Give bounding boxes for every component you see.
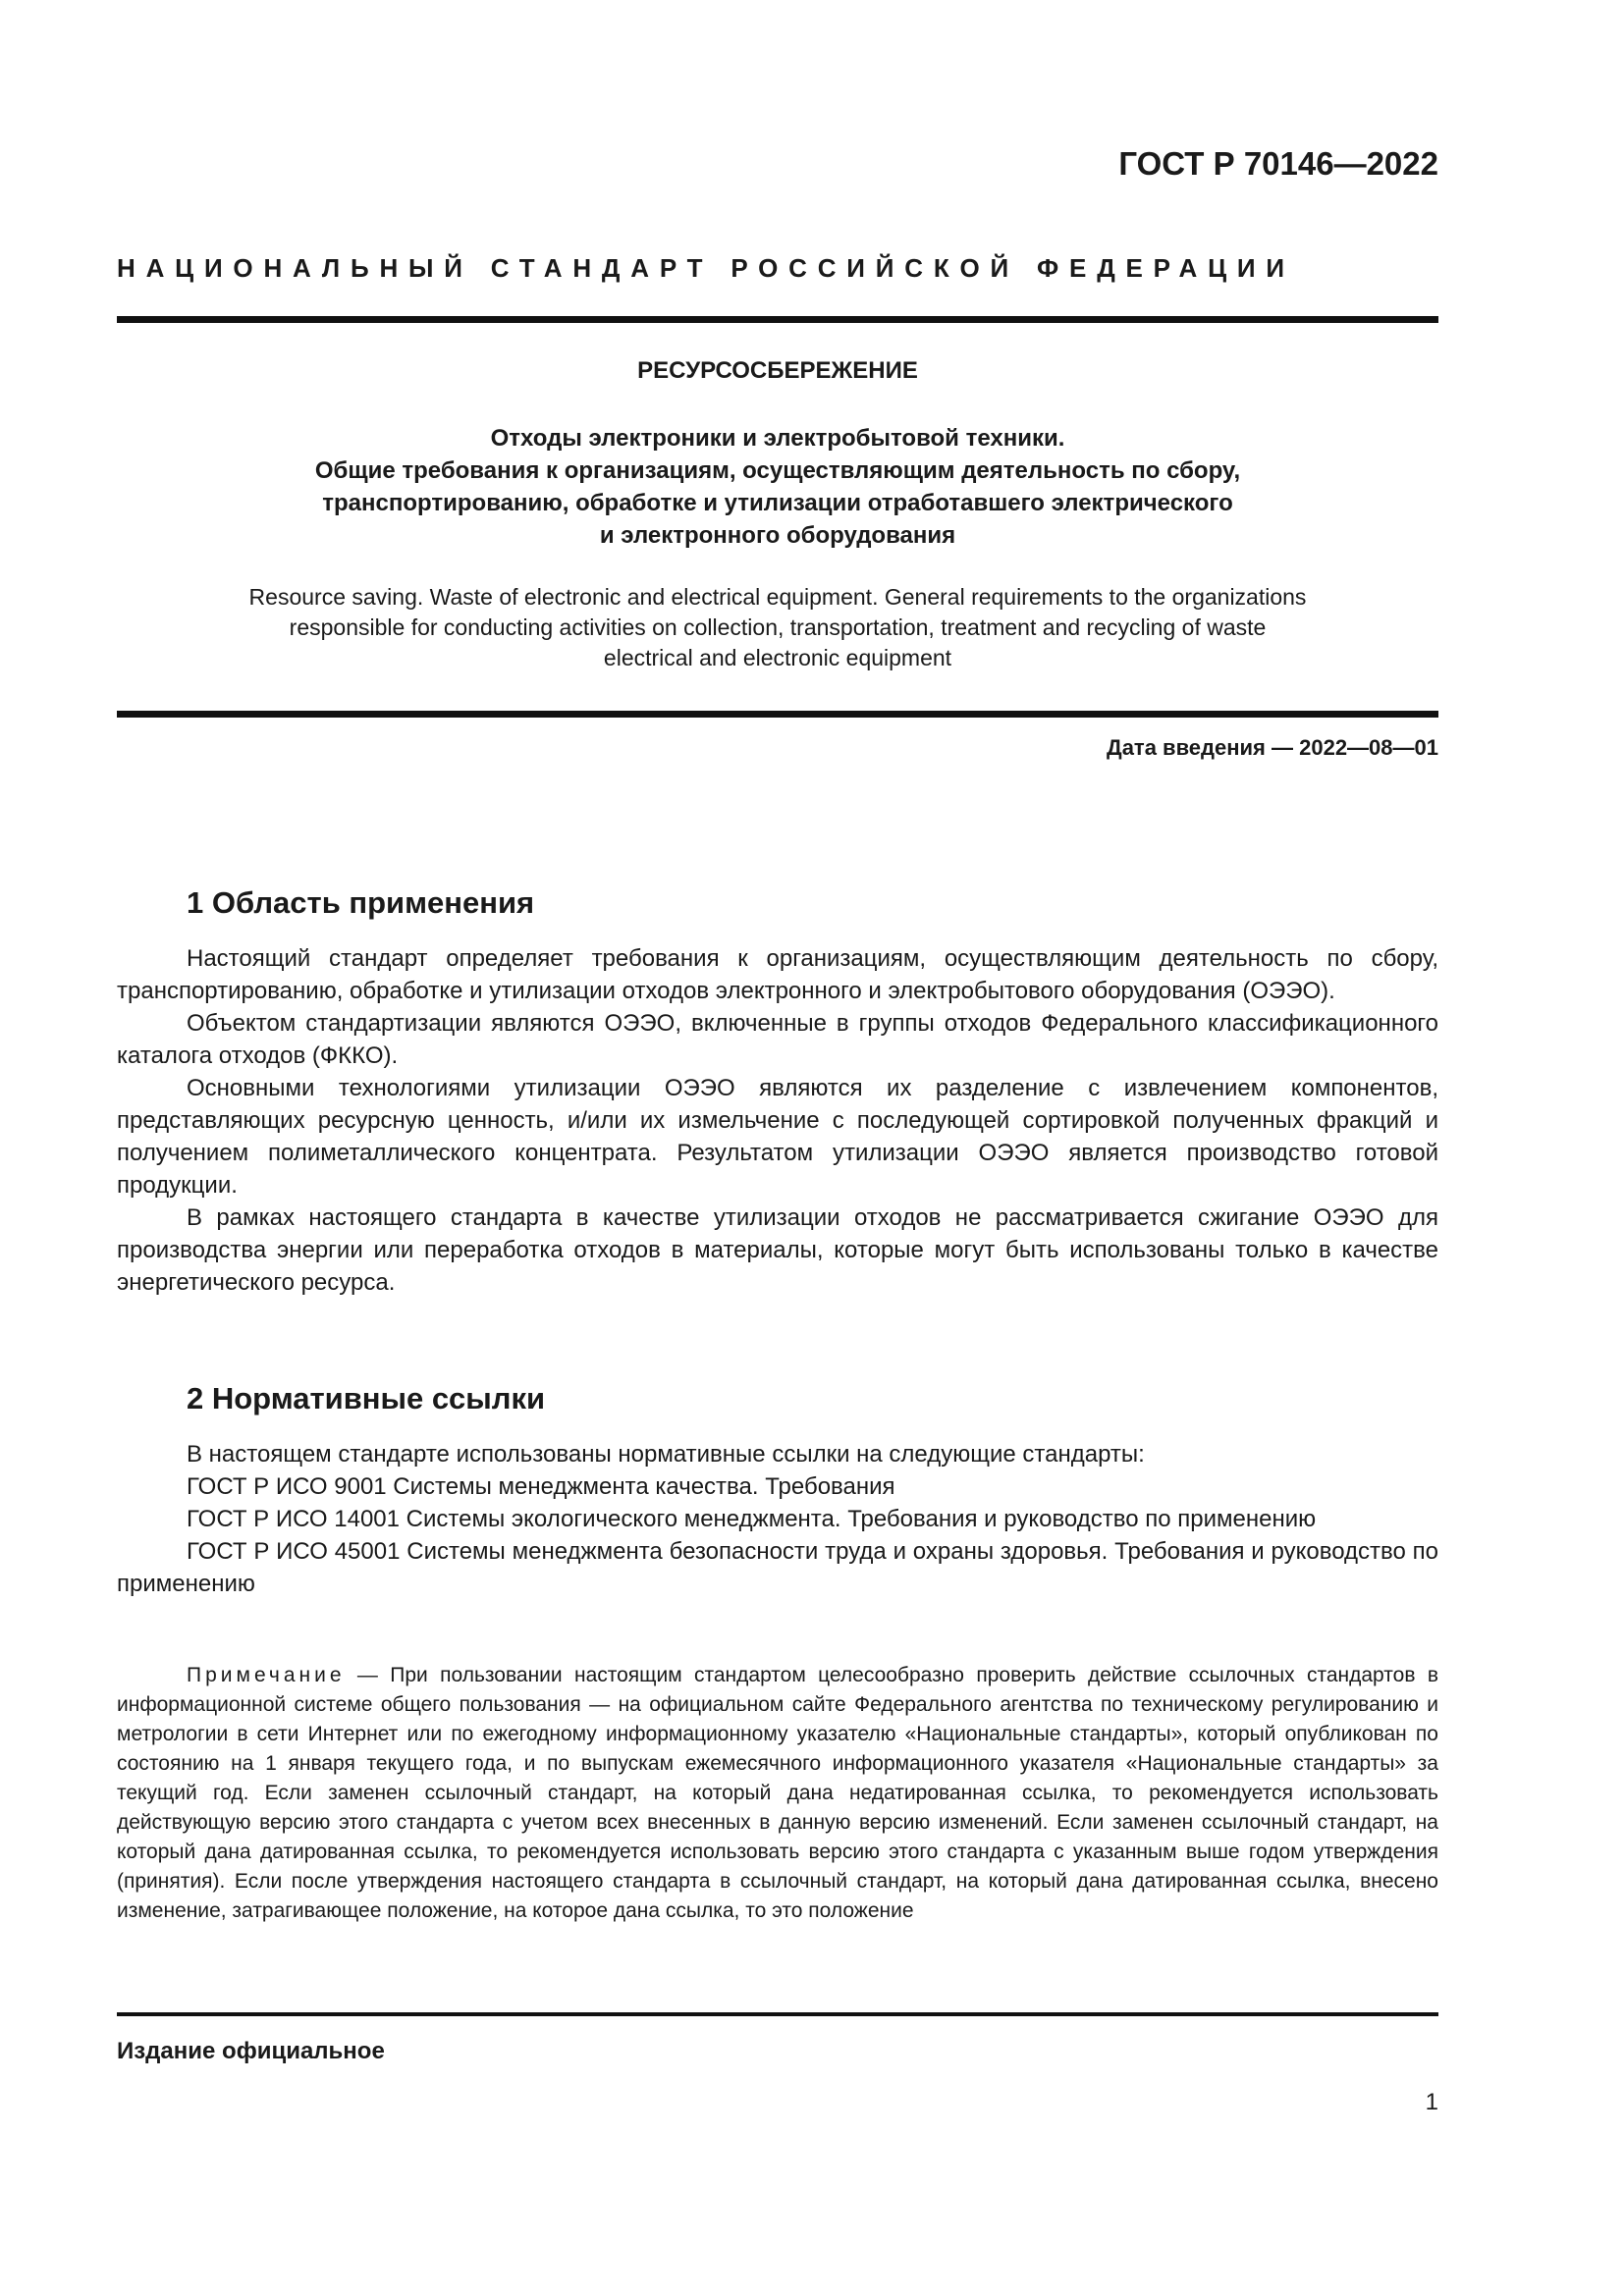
russian-title-line: и электронного оборудования (599, 522, 956, 549)
english-title (117, 582, 1438, 673)
national-standard-banner: НАЦИОНАЛЬНЫЙ СТАНДАРТ РОССИЙСКОЙ ФЕДЕРАЦИИ (117, 253, 1295, 283)
page-number: 1 (1425, 2089, 1438, 2115)
paragraph: В настоящем стандарте использованы нормативные ссылки на следующие стандарты: (187, 1441, 1145, 1468)
russian-title (117, 422, 1438, 552)
title-divider (117, 711, 1438, 718)
russian-title-line: транспортированию, обработке и утилизации отработавшего электрического (322, 490, 1233, 516)
paragraph: Основными технологиями утилизации ОЭЭО являются их разделение с извлечением компонентов, представляющих ресурсную ценность, и/или их измельчение с последующей сортировкой полученных фракций и получением полиметаллического концентрата. Результатом утилизации ОЭЭО является производство готовой продукции. (117, 1075, 1438, 1199)
subject-heading: РЕСУРСОСБЕРЕЖЕНИЕ (637, 357, 918, 384)
note-label: Примечание (187, 1664, 346, 1686)
official-edition-label: Издание официальное (117, 2038, 385, 2064)
section-scope (117, 885, 1438, 1299)
english-title-line: Resource saving. Waste of electronic and electrical equipment. General requirements to the organizations (248, 584, 1307, 610)
reference-item: ГОСТ Р ИСО 45001 Системы менеджмента безопасности труда и охраны здоровья. Требования и руководство по применению (117, 1538, 1438, 1597)
section-heading: 1 Область применения (187, 885, 535, 920)
russian-title-line: Общие требования к организациям, осуществляющим деятельность по сбору, (314, 457, 1241, 484)
paragraph: Настоящий стандарт определяет требования к организациям, осуществляющим деятельность по сбору, транспортированию, обработке и утилизации отходов электронного и электробытового оборудования (ОЭЭО). (117, 945, 1438, 1004)
standard-number: ГОСТ Р 70146—2022 (1118, 145, 1438, 182)
english-title-line: electrical and electronic equipment (603, 645, 952, 670)
footer-divider (117, 2012, 1438, 2016)
reference-item: ГОСТ Р ИСО 14001 Системы экологического менеджмента. Требования и руководство по применению (187, 1506, 1317, 1532)
section-heading: 2 Нормативные ссылки (187, 1381, 546, 1415)
note-text: — При пользовании настоящим стандартом целесообразно проверить действие ссылочных стандартов в информационной системе общего пользования — на официальном сайте Федерального агентства по техническому регулированию и метрологии в сети Интернет или по ежегодному информационному указателю «Национальные стандарты», который опубликован по состоянию на 1 января текущего года, и по выпускам ежемесячного информационного указателя «Национальные стандарты» за текущий год. Если заменен ссылочный стандарт, на который дана недатированная ссылка, то рекомендуется использовать действующую версию этого стандарта с учетом всех внесенных в данную версию изменений. Если заменен ссылочный стандарт, на который дана датированная ссылка, то рекомендуется использовать версию этого стандарта с указанным выше годом утверждения (принятия). Если после утверждения настоящего стандарта в ссылочный стандарт, на который дана датированная ссылка, внесено изменение, затрагивающее положение, на которое дана ссылка, то это положение (117, 1664, 1438, 1922)
introduction-date: Дата введения — 2022—08—01 (1107, 735, 1438, 760)
russian-title-line: Отходы электроники и электробытовой техники. (490, 425, 1065, 452)
paragraph: Объектом стандартизации являются ОЭЭО, включенные в группы отходов Федерального классификационного каталога отходов (ФККО). (117, 1010, 1438, 1069)
paragraph: В рамках настоящего стандарта в качестве утилизации отходов не рассматривается сжигание ОЭЭО для производства энергии или переработка отходов в материалы, которые могут быть использованы только в качестве энергетического ресурса. (117, 1204, 1438, 1296)
english-title-line: responsible for conducting activities on collection, transportation, treatment and recycling of waste (289, 614, 1267, 640)
note (117, 1661, 1438, 1926)
section-normative-references (117, 1381, 1438, 1600)
top-divider (117, 316, 1438, 323)
reference-item: ГОСТ Р ИСО 9001 Системы менеджмента качества. Требования (187, 1473, 895, 1500)
